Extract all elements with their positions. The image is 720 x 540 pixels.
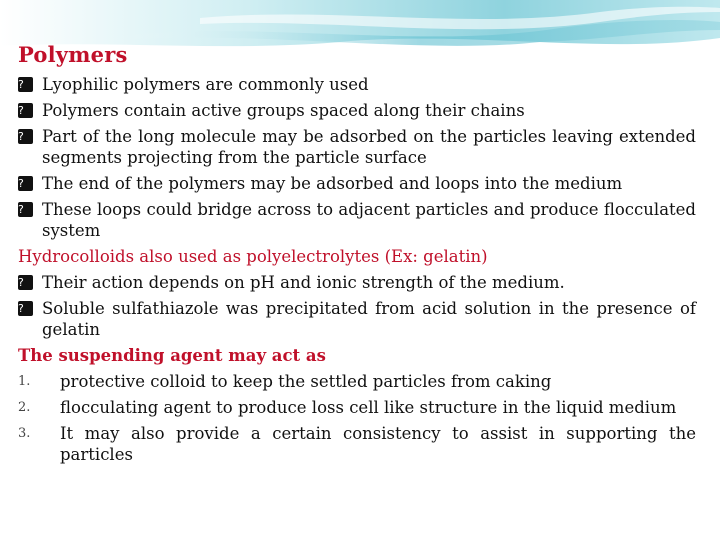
bullet-glyph-icon: ?: [18, 103, 33, 118]
bullet-glyph-icon: ?: [18, 77, 33, 92]
bullet-item: ? Polymers contain active groups spaced along their chains: [18, 101, 525, 120]
bullet-item: ? These loops could bridge across to adjacent particles and produce flocculated system: [18, 200, 696, 240]
bullet-item: ? Part of the long molecule may be adsorbed on the particles leaving extended segments projecting from the particle surface: [18, 127, 696, 167]
bullet-glyph-icon: ?: [18, 202, 33, 217]
slide-title: Polymers: [18, 42, 128, 67]
bullet-glyph-icon: ?: [18, 301, 33, 316]
item-number: 2.: [18, 400, 31, 415]
bullet-item: ? The end of the polymers may be adsorbed and loops into the medium: [18, 174, 623, 193]
numbered-item: 1. protective colloid to keep the settled particles from caking: [18, 372, 552, 391]
item-number: 1.: [18, 374, 31, 389]
slide-content: [18, 74, 696, 465]
bullet-glyph-icon: ?: [18, 129, 33, 144]
item-number: 3.: [18, 426, 31, 441]
bullet-item: ? Soluble sulfathiazole was precipitated from acid solution in the presence of gelatin: [18, 299, 696, 339]
bullet-item: ? Lyophilic polymers are commonly used: [18, 75, 369, 94]
subheading-hydrocolloids: Hydrocolloids also used as polyelectrolytes (Ex: gelatin): [18, 247, 488, 266]
bullet-glyph-icon: ?: [18, 275, 33, 290]
bullet-item: ? Their action depends on pH and ionic strength of the medium.: [18, 273, 565, 292]
numbered-item: 2. flocculating agent to produce loss cell like structure in the liquid medium: [18, 398, 677, 417]
bullet-glyph-icon: ?: [18, 176, 33, 191]
numbered-item: 3. It may also provide a certain consistency to assist in supporting the particles: [18, 424, 696, 464]
subheading-suspending-agent: The suspending agent may act as: [18, 346, 326, 365]
